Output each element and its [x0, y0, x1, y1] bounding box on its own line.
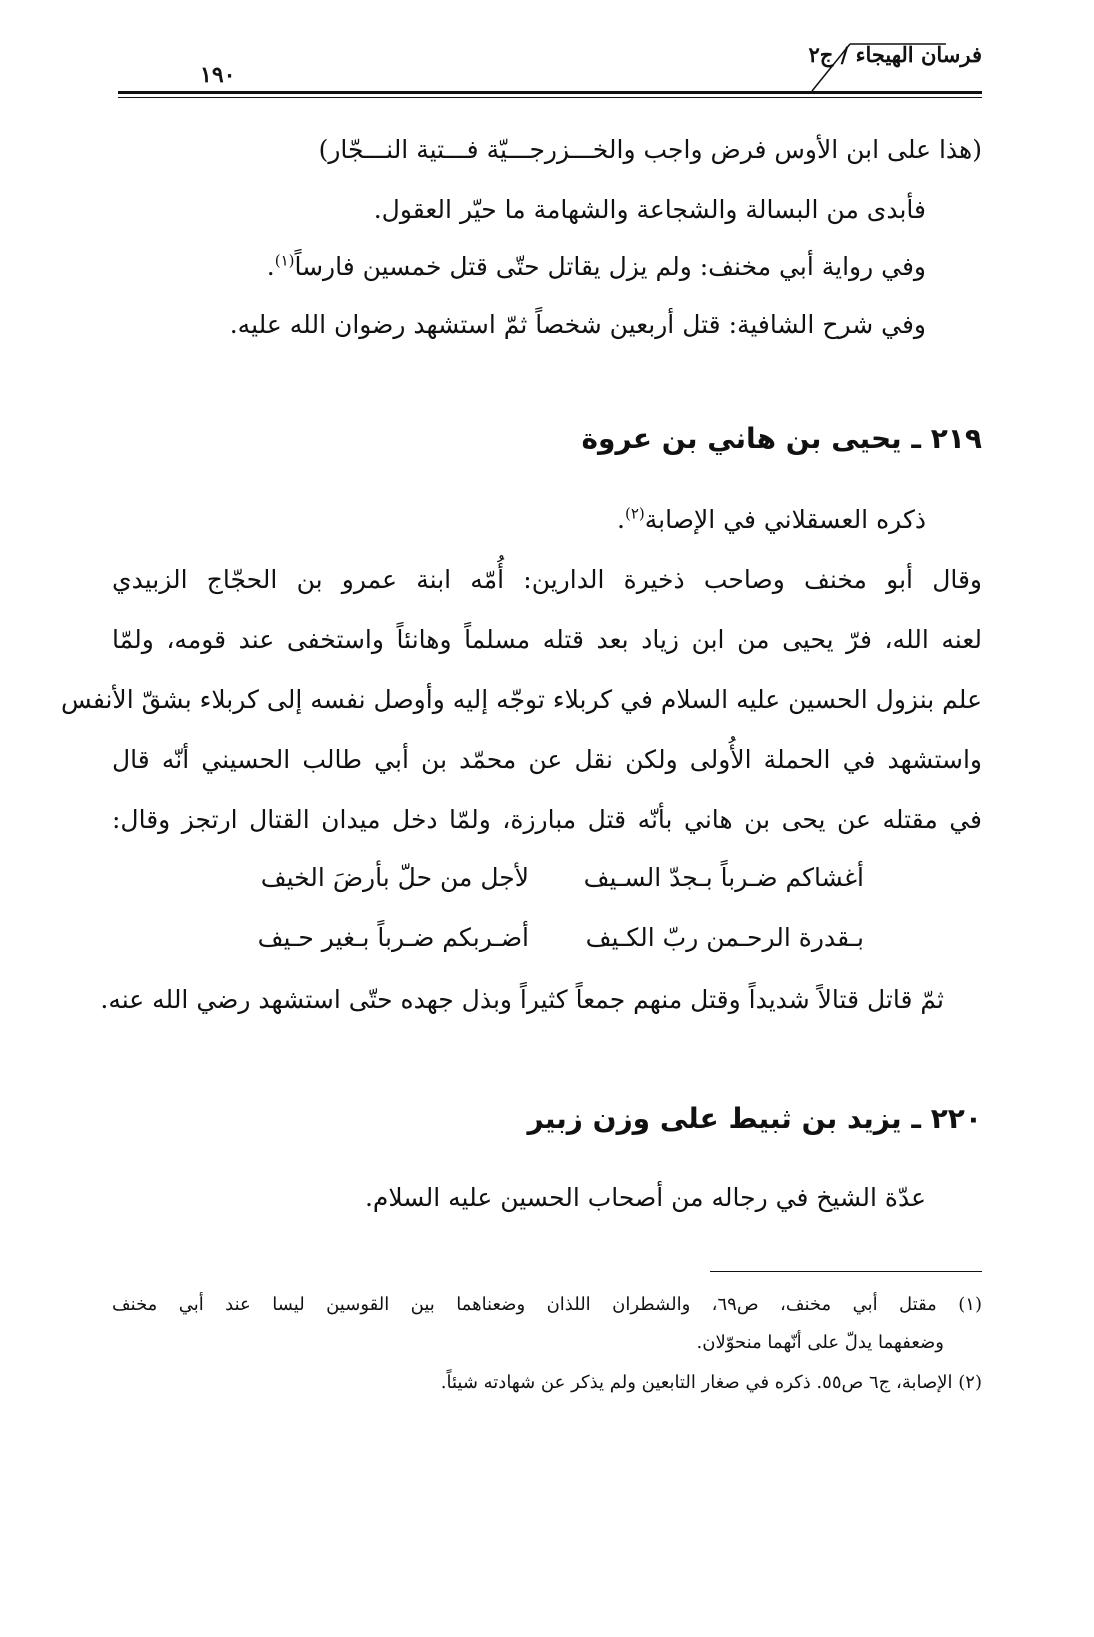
page-number: ١٩٠: [200, 62, 236, 88]
paragraph-line: في مقتله عن يحى بن هاني بأنّه قتل مبارزة، ولمّا دخل ميدان القتال ارتجز وقال:: [112, 805, 982, 834]
header-rule: [118, 91, 982, 94]
footnote-2: [441, 1368, 982, 1398]
footnote-text: مقتل أبي مخنف، ص٦٩، والشطران اللذان وضعناهما بين القوسين ليسا عند أبي مخنف: [112, 1294, 937, 1315]
footnote-number: (١): [958, 1294, 982, 1315]
footnote-1-continued: وضعفهما يدلّ على أنّهما منحوّلان.: [696, 1332, 944, 1353]
verse-hemistich-second: لأجل من حلّ بأرضَ الخيف: [260, 863, 529, 892]
verse-hemistich-second: أضـربكم ضـرباً بـغير حـيف: [257, 923, 529, 952]
verse-hemistich-first: أغشاكم ضـرباً بـجدّ السـيف: [583, 863, 864, 892]
entry-heading-220: ٢٢٠ ـ يزيد بن ثبيط على وزن زبير: [527, 1102, 982, 1135]
running-title: فرسان الهيجاء / ج٢: [808, 42, 982, 67]
footnote-separator: [710, 1271, 982, 1272]
footnote-number: (٢): [958, 1372, 982, 1393]
footnote-ref[interactable]: (١): [274, 251, 295, 270]
footnote-1: [112, 1290, 982, 1320]
paragraph-line: ثمّ قاتل قتالاً شديداً وقتل منهم جمعاً كثيراً وبذل جهده حتّى استشهد رضي الله عنه.: [100, 985, 944, 1014]
paragraph-line: واستشهد في الحملة الأُولى ولكن نقل عن محمّد بن أبي طالب الحسيني أنّه قال: [112, 745, 982, 774]
header-rule-thin: [118, 97, 982, 98]
verse-line-continued: (هذا على ابن الأوس فرض واجب والخـــزرجـــيّة فـــتية النـــجّار): [318, 135, 982, 164]
paragraph-line: وفي رواية أبي مخنف: ولم يزل يقاتل حتّى قتل خمسين فارساً$^{(١)}$.: [266, 251, 926, 281]
verse-hemistich-first: بـقدرة الرحـمن ربّ الكـيف: [585, 923, 864, 952]
entry-heading-219: ٢١٩ ـ يحيى بن هاني بن عروة: [581, 422, 982, 455]
paragraph-line: عدّة الشيخ في رجاله من أصحاب الحسين عليه السلام.: [364, 1183, 926, 1212]
paragraph-line: ذكره العسقلاني في الإصابة$^{(٢)}$.: [617, 504, 926, 534]
paragraph-line: فأبدى من البسالة والشجاعة والشهامة ما حيّر العقول.: [373, 195, 926, 224]
paragraph-line: وفي شرح الشافية: قتل أربعين شخصاً ثمّ استشهد رضوان الله عليه.: [229, 310, 926, 339]
paragraph-line: علم بنزول الحسين عليه السلام في كربلاء توجّه إليه وأوصل نفسه إلى كربلاء بشقّ الأنفس: [60, 685, 982, 714]
footnote-text: الإصابة، ج٦ ص٥٥. ذكره في صغار التابعين ولم يذكر عن شهادته شيئاً.: [440, 1372, 953, 1393]
paragraph-line: لعنه الله، فرّ يحيى من ابن زياد بعد قتله مسلماً وهانئاً واستخفى عند قومه، ولمّا: [112, 625, 982, 654]
footnote-ref[interactable]: (٢): [624, 504, 645, 523]
paragraph-line: وقال أبو مخنف وصاحب ذخيرة الدارين: أُمّه ابنة عمرو بن الحجّاج الزبيدي: [112, 565, 982, 594]
